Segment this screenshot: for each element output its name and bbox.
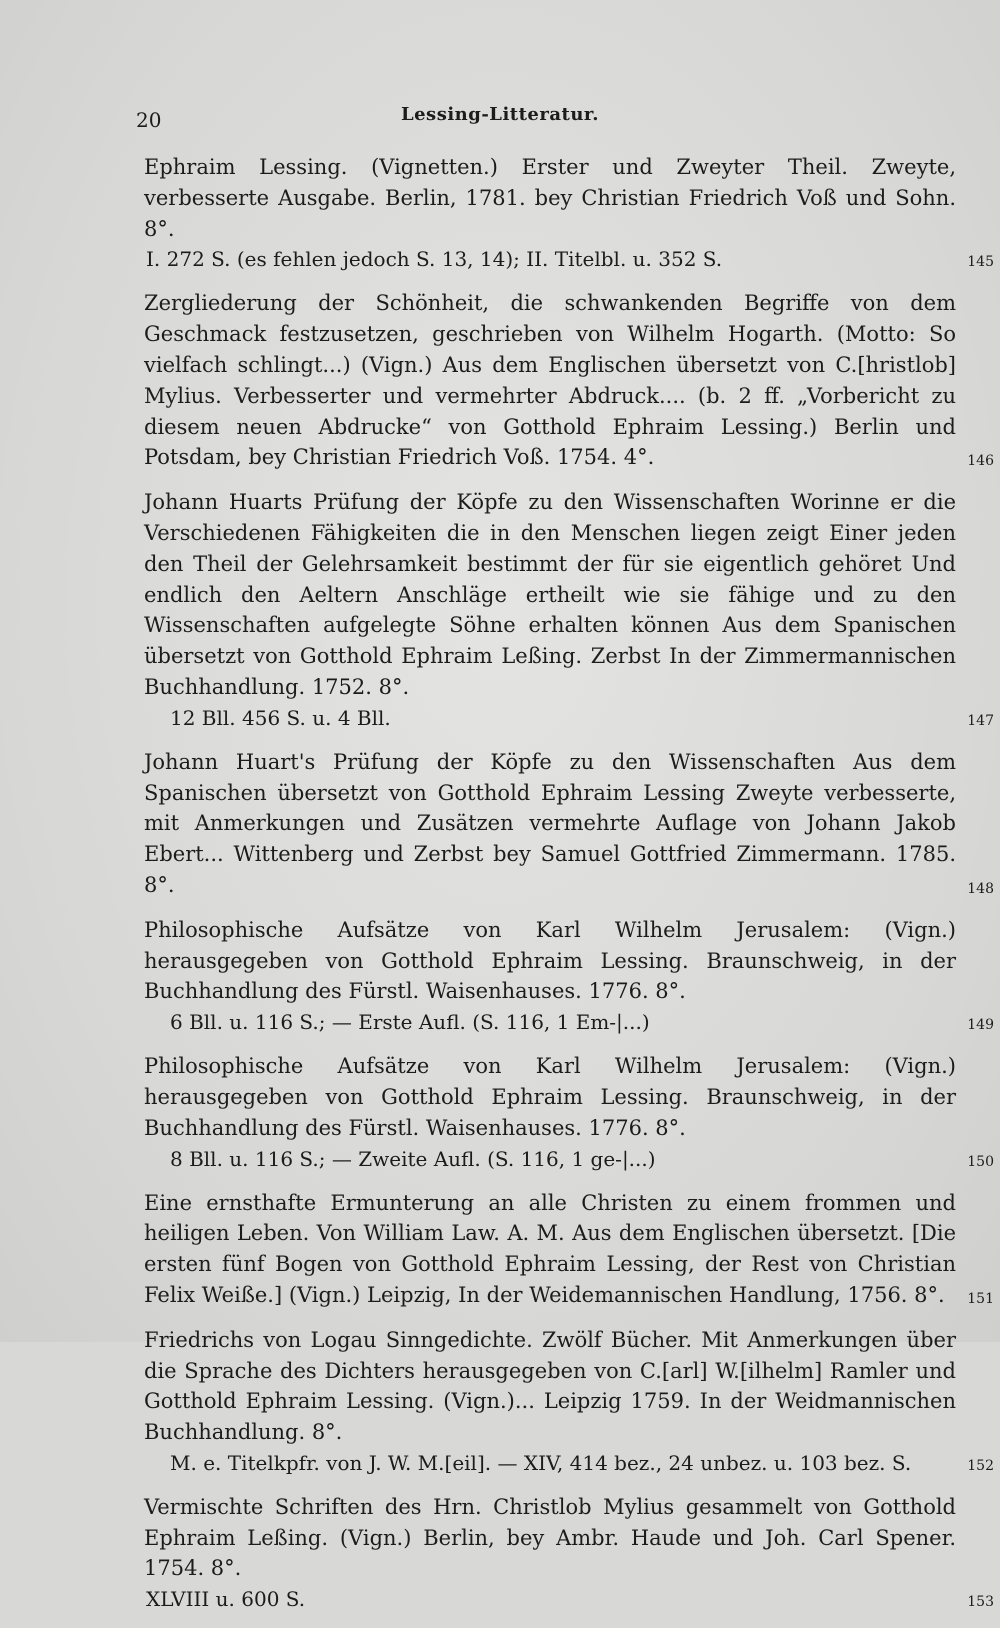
bibliography-entry bbox=[144, 1492, 994, 1614]
entry-number: 152 bbox=[967, 1457, 994, 1474]
running-head: Lessing-Litteratur. bbox=[400, 104, 600, 125]
entry-number: 145 bbox=[967, 254, 994, 271]
entry-text: Ephraim Lessing. (Vignetten.) Erster und Zweyter Theil. Zweyte, verbesserte Ausgabe. Berlin, 1781. bey Christian Friedrich Voß und Sohn. 8°. bbox=[144, 155, 956, 241]
bibliography-entry bbox=[144, 152, 994, 274]
entry-number: 146 bbox=[967, 453, 994, 470]
bibliography-entry bbox=[144, 1051, 994, 1173]
entry-number: 149 bbox=[967, 1017, 994, 1034]
entry-note: 12 Bll. 456 S. u. 4 Bll. bbox=[170, 705, 391, 730]
bibliography-entry bbox=[144, 747, 994, 901]
entry-number: 151 bbox=[967, 1290, 994, 1307]
entry-note: I. 272 S. (es fehlen jedoch S. 13, 14); II. Titelbl. u. 352 S. bbox=[146, 247, 723, 272]
bibliography-entry bbox=[144, 1325, 994, 1478]
entry-text: Eine ernsthafte Ermunterung an alle Christen zu einem frommen und heiligen Leben. Von William Law. A. M. Aus dem Englischen übersetzt. [Die ersten fünf Bogen von Gotthold Ephraim Lessing, der Rest von Christian Felix Weiße.] (Vign.) Leipzig, In der Weidemannischen Handlung, 1756. 8°. bbox=[144, 1190, 956, 1307]
entry-text: Zergliederung der Schönheit, die schwankenden Begriffe von dem Geschmack festzusetzen, geschrieben von Wilhelm Hogarth. (Motto: So vielfach schlingt...) (Vign.) Aus dem Englischen übersetzt von C.[hristlob] Mylius. Verbesserter und vermehrter Abdruck.... (b. 2 ff. „Vorbericht zu diesem neuen Abdrucke“ von Gotthold Ephraim Lessing.) Berlin und Potsdam, bey Christian Friedrich Voß. 1754. 4°. bbox=[144, 291, 956, 470]
entry-text: Vermischte Schriften des Hrn. Christlob Mylius gesammelt von Gotthold Ephraim Leßing. (Vign.) Berlin, bey Ambr. Haude und Joh. Carl Spener. 1754. 8°. bbox=[144, 1494, 956, 1581]
entry-note: XLVIII u. 600 S. bbox=[146, 1587, 306, 1612]
bibliography-entries bbox=[144, 152, 994, 1628]
bibliography-entry bbox=[144, 915, 994, 1037]
entry-text: Johann Huarts Prüfung der Köpfe zu den Wissenschaften Worinne er die Verschiedenen Fähigkeiten die in den Menschen liegen zeigt Einer jeden den Theil der Gelehrsamkeit bestimmt der für sie eigentlich gehöret Und endlich den Aeltern Anschläge ertheilt wie sie fähige und zu den Wissenschaften aufgelegte Söhne erhalten können Aus dem Spanischen übersetzt von Gotthold Ephraim Leßing. Zerbst In der Zimmermannischen Buchhandlung. 1752. 8°. bbox=[144, 490, 956, 699]
entry-text: Philosophische Aufsätze von Karl Wilhelm Jerusalem: (Vign.) herausgegeben von Gotthold Ephraim Lessing. Braunschweig, in der Buchhandlung des Fürstl. Waisenhauses. 1776. 8°. bbox=[144, 1054, 956, 1140]
entry-text: Johann Huart's Prüfung der Köpfe zu den Wissenschaften Aus dem Spanischen übersetzt von Gotthold Ephraim Lessing Zweyte verbesserte, mit Anmerkungen und Zusätzen vermehrte Auflage von Johann Jakob Ebert... Wittenberg und Zerbst bey Samuel Gottfried Zimmermann. 1785. 8°. bbox=[144, 749, 956, 897]
bibliography-entry bbox=[144, 487, 994, 733]
entry-number: 147 bbox=[967, 712, 994, 729]
entry-text: Friedrichs von Logau Sinngedichte. Zwölf Bücher. Mit Anmerkungen über die Sprache des Dichters herausgegeben von C.[arl] W.[ilhelm] Ramler und Gotthold Ephraim Lessing. (Vign.)... Leipzig 1759. In der Weidmannischen Buchhandlung. 8°. bbox=[144, 1327, 956, 1445]
entry-number: 148 bbox=[967, 880, 994, 897]
entry-note: 6 Bll. u. 116 S.; — Erste Aufl. (S. 116, 1 Em-|...) bbox=[170, 1010, 650, 1035]
entry-number: 153 bbox=[967, 1594, 994, 1611]
bibliography-entry bbox=[144, 288, 994, 473]
entry-text: Philosophische Aufsätze von Karl Wilhelm Jerusalem: (Vign.) herausgegeben von Gotthold Ephraim Lessing. Braunschweig, in der Buchhandlung des Fürstl. Waisenhauses. 1776. 8°. bbox=[144, 917, 956, 1004]
bibliography-entry bbox=[144, 1188, 994, 1311]
entry-note: M. e. Titelkpfr. von J. W. M.[eil]. — XIV, 414 bez., 24 unbez. u. 103 bez. S. bbox=[170, 1450, 912, 1475]
page-header bbox=[0, 102, 1000, 132]
entry-number: 150 bbox=[967, 1153, 994, 1170]
page-number: 20 bbox=[136, 108, 162, 132]
entry-note: 8 Bll. u. 116 S.; — Zweite Aufl. (S. 116, 1 ge-|...) bbox=[170, 1146, 656, 1171]
